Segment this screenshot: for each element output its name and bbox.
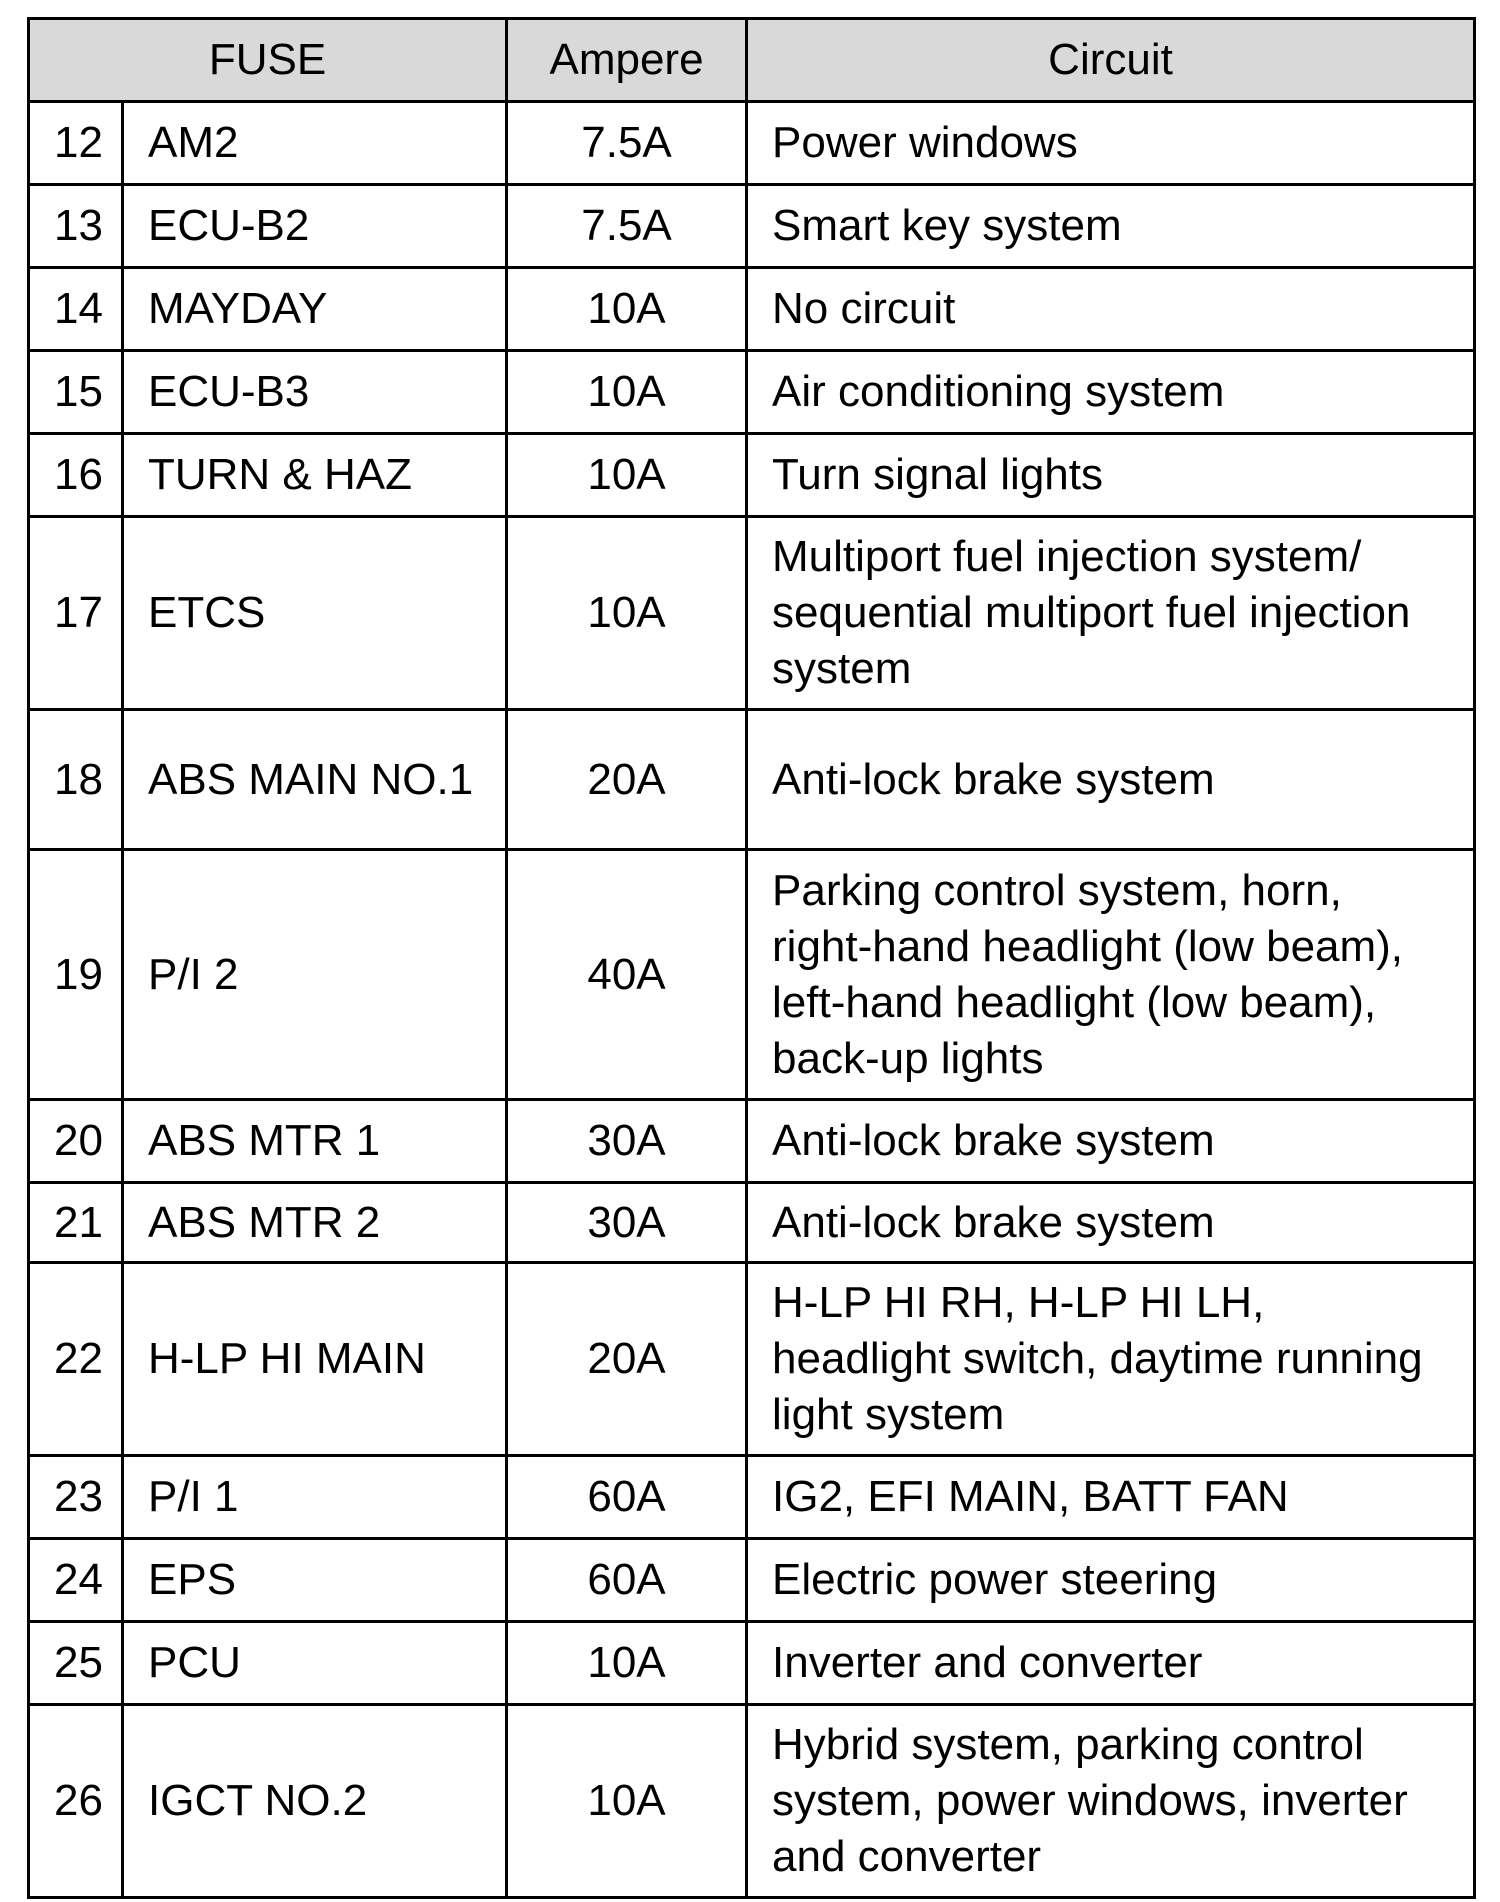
table-row [29, 185, 1475, 268]
fuse-circuit: Power windows [747, 102, 1475, 185]
fuse-number: 22 [29, 1263, 123, 1456]
fuse-name: ETCS [123, 517, 507, 710]
fuse-number: 12 [29, 102, 123, 185]
fuse-number: 25 [29, 1622, 123, 1705]
fuse-ampere: 7.5A [507, 185, 747, 268]
fuse-ampere: 10A [507, 268, 747, 351]
fuse-ampere: 7.5A [507, 102, 747, 185]
fuse-number: 17 [29, 517, 123, 710]
fuse-number: 18 [29, 710, 123, 850]
fuse-number: 26 [29, 1705, 123, 1898]
table-row [29, 517, 1475, 710]
fuse-circuit: Electric power steering [747, 1539, 1475, 1622]
fuse-name: AM2 [123, 102, 507, 185]
table-body [29, 102, 1475, 1898]
table-header-row [29, 19, 1475, 102]
fuse-number: 15 [29, 351, 123, 434]
fuse-number: 19 [29, 850, 123, 1100]
fuse-name: TURN & HAZ [123, 434, 507, 517]
table-row [29, 1539, 1475, 1622]
fuse-circuit: Hybrid system, parking control system, power windows, inverter and converter [747, 1705, 1475, 1898]
fuse-circuit: Anti-lock brake system [747, 710, 1475, 850]
table-row [29, 434, 1475, 517]
fuse-ampere: 10A [507, 434, 747, 517]
table-row [29, 1622, 1475, 1705]
fuse-name: IGCT NO.2 [123, 1705, 507, 1898]
fuse-circuit: H-LP HI RH, H-LP HI LH, headlight switch, daytime running light system [747, 1263, 1475, 1456]
fuse-circuit: No circuit [747, 268, 1475, 351]
fuse-number: 24 [29, 1539, 123, 1622]
fuse-ampere: 60A [507, 1456, 747, 1539]
fuse-circuit: Turn signal lights [747, 434, 1475, 517]
fuse-circuit: Anti-lock brake system [747, 1183, 1475, 1263]
fuse-name: P/I 2 [123, 850, 507, 1100]
fuse-name: ABS MAIN NO.1 [123, 710, 507, 850]
fuse-circuit: Air conditioning system [747, 351, 1475, 434]
fuse-name: ABS MTR 1 [123, 1100, 507, 1183]
fuse-ampere: 30A [507, 1183, 747, 1263]
fuse-name: H-LP HI MAIN [123, 1263, 507, 1456]
fuse-ampere: 20A [507, 710, 747, 850]
fuse-circuit: Multiport fuel injection system/ sequential multiport fuel injection system [747, 517, 1475, 710]
fuse-ampere: 60A [507, 1539, 747, 1622]
table-row [29, 710, 1475, 850]
fuse-number: 16 [29, 434, 123, 517]
table-row [29, 1705, 1475, 1898]
table-row [29, 1456, 1475, 1539]
header-circuit: Circuit [747, 19, 1475, 102]
table-row [29, 102, 1475, 185]
fuse-name: P/I 1 [123, 1456, 507, 1539]
fuse-number: 23 [29, 1456, 123, 1539]
fuse-circuit: Inverter and converter [747, 1622, 1475, 1705]
fuse-ampere: 10A [507, 517, 747, 710]
header-fuse: FUSE [29, 19, 507, 102]
fuse-name: ECU-B2 [123, 185, 507, 268]
fuse-ampere: 30A [507, 1100, 747, 1183]
fuse-table [27, 17, 1476, 1899]
fuse-name: EPS [123, 1539, 507, 1622]
table-row [29, 1100, 1475, 1183]
table-row [29, 1263, 1475, 1456]
table-row [29, 1183, 1475, 1263]
header-ampere: Ampere [507, 19, 747, 102]
table-row [29, 351, 1475, 434]
table-row [29, 268, 1475, 351]
fuse-ampere: 10A [507, 351, 747, 434]
fuse-name: ECU-B3 [123, 351, 507, 434]
fuse-name: PCU [123, 1622, 507, 1705]
fuse-ampere: 40A [507, 850, 747, 1100]
fuse-number: 20 [29, 1100, 123, 1183]
fuse-circuit: IG2, EFI MAIN, BATT FAN [747, 1456, 1475, 1539]
table-row [29, 850, 1475, 1100]
fuse-ampere: 10A [507, 1622, 747, 1705]
fuse-ampere: 20A [507, 1263, 747, 1456]
fuse-name: MAYDAY [123, 268, 507, 351]
fuse-number: 13 [29, 185, 123, 268]
fuse-number: 21 [29, 1183, 123, 1263]
fuse-name: ABS MTR 2 [123, 1183, 507, 1263]
fuse-circuit: Parking control system, horn, right-hand headlight (low beam), left-hand headlight (low beam), back-up lights [747, 850, 1475, 1100]
fuse-ampere: 10A [507, 1705, 747, 1898]
fuse-circuit: Anti-lock brake system [747, 1100, 1475, 1183]
fuse-number: 14 [29, 268, 123, 351]
fuse-circuit: Smart key system [747, 185, 1475, 268]
